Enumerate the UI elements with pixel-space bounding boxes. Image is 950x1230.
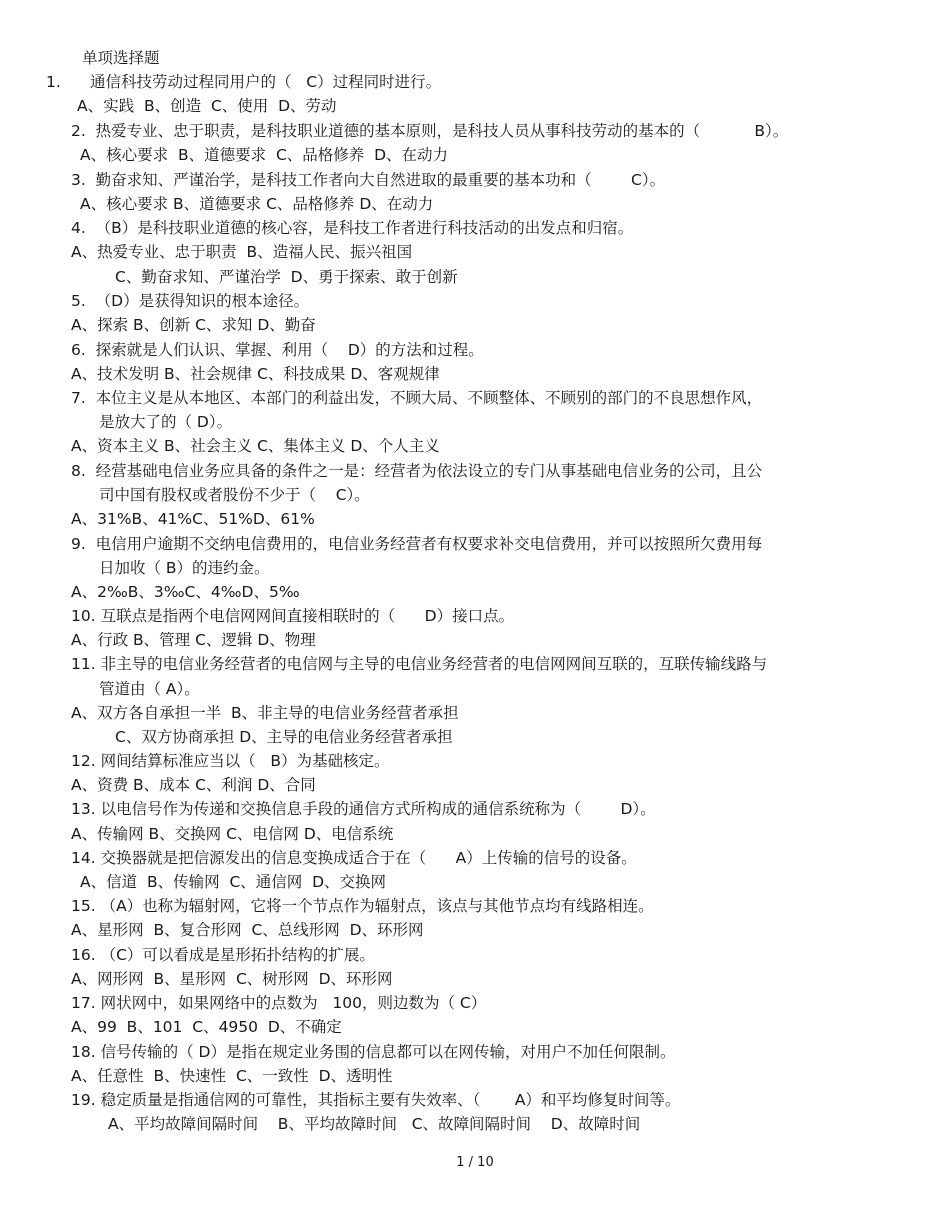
text-line: A、传输网 B、交换网 C、电信网 D、电信系统 (71, 825, 394, 843)
text-line: 10. 互联点是指两个电信网网间直接相联时的（ D）接口点。 (71, 607, 515, 625)
text-line: 3. 勤奋求知、严谨治学，是科技工作者向大自然进取的最重要的基本功和（ C）。 (71, 171, 666, 189)
text-line: A、网形网 B、星形网 C、树形网 D、环形网 (71, 970, 393, 988)
text-line: A、2‰B、3‰C、4‰D、5‰ (71, 583, 300, 601)
text-line: 17. 网状网中，如果网络中的点数为 100，则边数为（ C） (71, 994, 487, 1012)
text-line: 15. （A）也称为辐射网，它将一个节点作为辐射点，该点与其他节点均有线路相连。 (71, 897, 654, 915)
text-line: 是放大了的（ D）。 (99, 413, 233, 431)
text-line: A、平均故障间隔时间 B、平均故障时间 C、故障间隔时间 D、故障时间 (108, 1115, 641, 1133)
text-line: 13. 以电信号作为传递和交换信息手段的通信方式所构成的通信系统称为（ D）。 (71, 800, 656, 818)
text-line: C、双方协商承担 D、主导的电信业务经营者承担 (115, 728, 453, 746)
text-line: 11. 非主导的电信业务经营者的电信网与主导的电信业务经营者的电信网网间互联的，互联传输线路与 (71, 655, 768, 673)
text-line: 4. （B）是科技职业道德的核心容，是科技工作者进行科技活动的出发点和归宿。 (71, 219, 634, 237)
section-heading: 单项选择题 (82, 49, 160, 67)
text-line: 7. 本位主义是从本地区、本部门的利益出发，不顾大局、不顾整体、不顾别的部门的不良思想作风， (71, 389, 763, 407)
text-line: C、勤奋求知、严谨治学 D、勇于探索、敢于创新 (115, 268, 458, 286)
text-line: 1. (46, 73, 61, 91)
text-line: A、行政 B、管理 C、逻辑 D、物理 (71, 631, 316, 649)
text-line: 通信科技劳动过程同用户的（ C）过程同时进行。 (90, 73, 442, 91)
text-line: A、31%B、41%C、51%D、61% (71, 510, 315, 528)
text-line: A、任意性 B、快速性 C、一致性 D、透明性 (71, 1067, 393, 1085)
text-line: A、双方各自承担一半 B、非主导的电信业务经营者承担 (71, 704, 459, 722)
text-line: A、热爱专业、忠于职责 B、造福人民、振兴祖国 (71, 243, 413, 261)
text-line: A、核心要求 B、道德要求 C、品格修养 D、在动力 (80, 146, 449, 164)
text-line: 16. （C）可以看成是星形拓扑结构的扩展。 (71, 946, 375, 964)
text-line: A、信道 B、传输网 C、通信网 D、交换网 (80, 873, 387, 891)
page-number: 1 / 10 (456, 1155, 494, 1170)
text-line: 18. 信号传输的（ D）是指在规定业务围的信息都可以在网传输，对用户不加任何限制。 (71, 1043, 676, 1061)
text-line: 8. 经营基础电信业务应具备的条件之一是：经营者为依法设立的专门从事基础电信业务的公司，且公 (71, 462, 763, 480)
text-line: 司中国有股权或者股份不少于（ C）。 (99, 486, 370, 504)
text-line: 日加收（ B）的违约金。 (99, 559, 270, 577)
text-line: A、实践 B、创造 C、使用 D、劳动 (77, 97, 337, 115)
text-line: A、星形网 B、复合形网 C、总线形网 D、环形网 (71, 921, 424, 939)
text-line: 9. 电信用户逾期不交纳电信费用的，电信业务经营者有权要求补交电信费用，并可以按照所欠费用每 (71, 535, 763, 553)
text-line: 管道由（ A）。 (99, 680, 200, 698)
text-line: A、探索 B、创新 C、求知 D、勤奋 (71, 316, 316, 334)
text-line: 6. 探索就是人们认识、掌握、利用（ D）的方法和过程。 (71, 341, 484, 359)
text-line: 19. 稳定质量是指通信网的可靠性，其指标主要有失效率、（ A）和平均修复时间等。 (71, 1091, 681, 1109)
text-line: 2. 热爱专业、忠于职责，是科技职业道德的基本原则，是科技人员从事科技劳动的基本的（ B）。 (71, 122, 789, 140)
text-line: 14. 交换器就是把信源发出的信息变换成适合于在（ A）上传输的信号的设备。 (71, 849, 637, 867)
text-line: 5. （D）是获得知识的根本途径。 (71, 292, 310, 310)
text-line: A、技术发明 B、社会规律 C、科技成果 D、客观规律 (71, 365, 440, 383)
text-line: A、资本主义 B、社会主义 C、集体主义 D、个人主义 (71, 437, 440, 455)
text-line: A、资费 B、成本 C、利润 D、合同 (71, 776, 316, 794)
text-line: A、99 B、101 C、4950 D、不确定 (71, 1018, 342, 1036)
text-line: A、核心要求 B、道德要求 C、品格修养 D、在动力 (80, 195, 434, 213)
text-line: 12. 网间结算标准应当以（ B）为基础核定。 (71, 752, 390, 770)
